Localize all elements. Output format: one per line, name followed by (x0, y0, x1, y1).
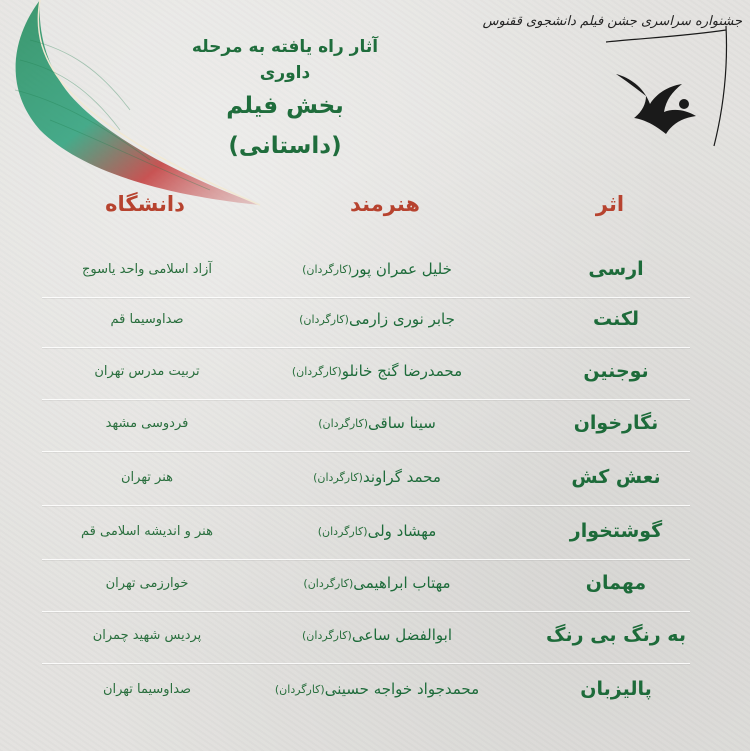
work-title: مهمان (585, 572, 647, 594)
table-row (42, 342, 690, 400)
artist-role: (کارگردان) (303, 576, 354, 590)
artist-name: سینا ساقی (368, 414, 436, 432)
artist-role: (کارگردان) (291, 364, 342, 378)
artist-name: محمدرضا گنج خانلو (341, 362, 463, 380)
artist-cell (242, 554, 512, 612)
page-title: بخش فیلم (داستانی) (226, 93, 344, 159)
artist-role: (کارگردان) (302, 628, 352, 642)
artist-name: مهشاد ولی (367, 522, 437, 540)
column-header-work: اثر (595, 192, 625, 216)
university-name: هنر و اندیشه اسلامی قم (81, 523, 213, 539)
table-row (42, 660, 690, 718)
column-header-university: دانشگاه (105, 192, 185, 216)
artist-role: (کارگردان) (299, 312, 349, 326)
work-title: گوشتخوار (569, 520, 663, 542)
table-row (42, 606, 690, 664)
artist-cell (242, 394, 512, 452)
university-name: خوارزمی تهران (105, 575, 189, 591)
artist-name: محمدجواد خواجه حسینی (324, 680, 480, 698)
university-name: هنر تهران (120, 469, 174, 485)
artist-name: ابوالفضل ساعی (351, 626, 452, 644)
artist-cell (242, 290, 512, 348)
work-title: به رنگ بی رنگ (546, 624, 686, 646)
column-header-artist: هنرمند (350, 192, 420, 216)
artist-cell (242, 502, 512, 560)
work-title: ارسی (588, 258, 644, 280)
artist-role: (کارگردان) (274, 682, 325, 696)
table-row (42, 448, 690, 506)
artist-role: (کارگردان) (317, 524, 368, 538)
work-title: پالیزبان (580, 678, 652, 700)
page-subtitle: آثار راه یافته به مرحله داوری (191, 37, 379, 83)
page-header (180, 34, 390, 166)
work-title: نعش کش (571, 466, 661, 488)
artist-name: جابر نوری زارمی (348, 310, 455, 328)
artist-cell (242, 342, 512, 400)
artist-cell (242, 448, 512, 506)
artist-role: (کارگردان) (313, 470, 363, 484)
university-name: صداوسیما تهران (102, 681, 192, 697)
university-name: صداوسیما قم (110, 311, 184, 327)
artist-name: مهتاب ابراهیمی (353, 574, 451, 592)
table-row (42, 290, 690, 348)
artist-cell (242, 606, 512, 664)
table-row (42, 554, 690, 612)
university-name: پردیس شهید چمران (92, 627, 202, 643)
work-title: نگارخوان (573, 412, 659, 434)
artist-role: (کارگردان) (302, 262, 352, 276)
artist-cell (242, 660, 512, 718)
festival-logo-text: جشنواره سراسری جشن فیلم دانشجوی ققنوس (482, 14, 742, 29)
artist-name: خلیل عمران پور (351, 260, 452, 278)
artist-role: (کارگردان) (318, 416, 369, 430)
table-row (42, 502, 690, 560)
phoenix-icon (586, 16, 736, 156)
work-title: لکنت (592, 308, 640, 330)
university-name: تربیت مدرس تهران (94, 363, 200, 379)
artist-name: محمد گراوند (362, 468, 441, 486)
table-row (42, 394, 690, 452)
university-name: فردوسی مشهد (105, 415, 189, 431)
university-name: آزاد اسلامی واحد یاسوج (81, 261, 213, 277)
work-title: نوجنین (583, 360, 649, 382)
